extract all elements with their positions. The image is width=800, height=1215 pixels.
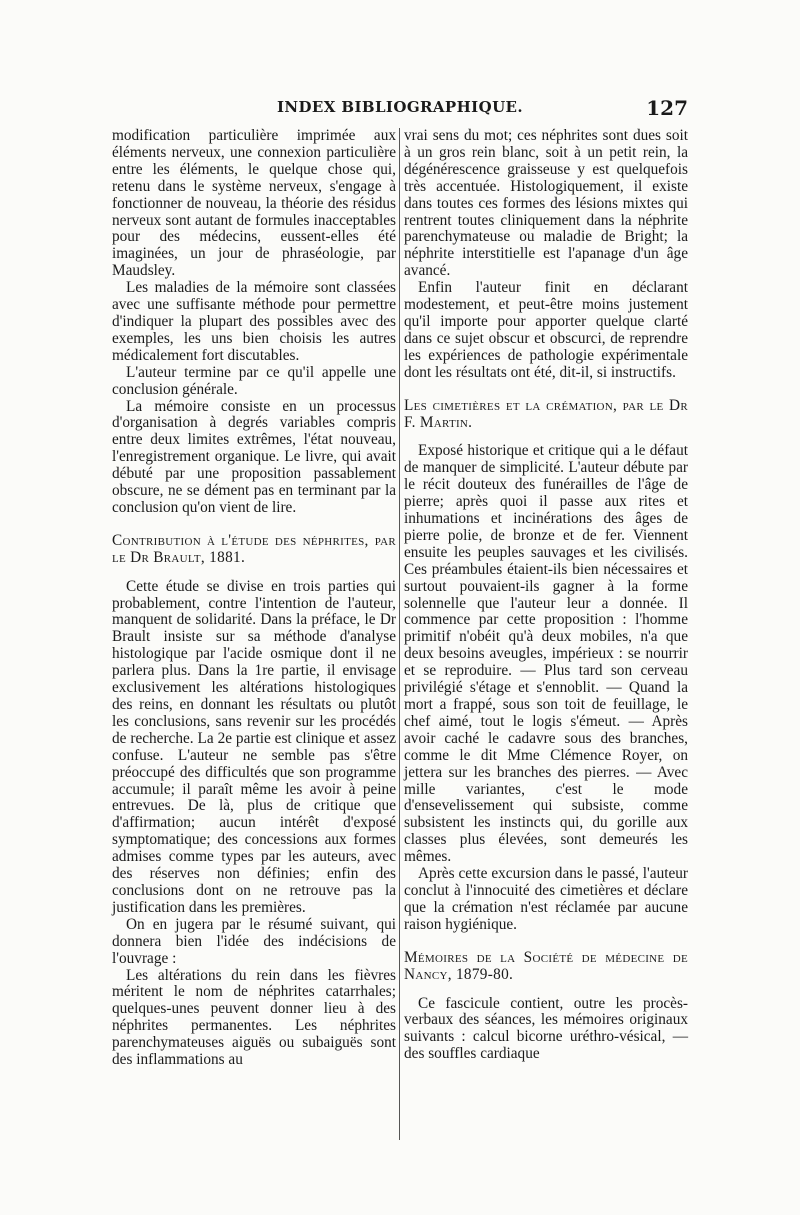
right-paragraph-2: Enfin l'auteur finit en déclarant modestement, et peut-être moins justement qu'il importe pour apporter quelque clarté dans ce sujet obscur et obscurci, de reprendre les expériences de pathologie expérimentale dont les résultats ont été, dit-il, si instructifs.: [404, 279, 688, 381]
spacer: [404, 382, 688, 398]
running-title: INDEX BIBLIOGRAPHIQUE.: [276, 98, 524, 116]
left-paragraph-3: L'auteur termine par ce qu'il appelle une conclusion générale.: [112, 363, 396, 398]
left-paragraph-5: Cette étude se divise en trois parties qui probablement, contre l'intention de l'auteur, manquent de solidarité. Dans la préface, le Dr Brault insiste sur sa méthode d'analyse histologique par l'acide osmique dont il ne parlera plus. Dans la 1re partie, il envisage exclusivement les altérations histologiques des reins, en donnant les résultats ou plutôt les conclusions, sans revenir sur les procédés de recherche. La 2e partie est clinique et assez confuse. L'auteur ne semble pas s'être préoccupé des difficultés que son programme accumule; il paraît même les avoir à peine entrevues. De là, plus de critique que d'affirmation; aucun intérêt d'exposé symptomatique; des concessions aux formes admises comme types par les auteurs, avec des réserves non définies; enfin des conclusions dont on ne retrouve pas la justification dans les premières.: [112, 577, 396, 916]
left-paragraph-4: La mémoire consiste en un processus d'organisation à degrés variables compris entre deux limites extrêmes, l'état nouveau, l'enregistrement organique. Le livre, qui avait débuté par une proposition passablement obscure, ne se dément pas en terminant par la conclusion qu'on vient de lire.: [112, 397, 396, 516]
spacer: [404, 984, 688, 996]
spacer: [112, 567, 396, 579]
page-number: 127: [646, 96, 688, 120]
page-header: [112, 96, 688, 120]
spacer: [112, 517, 396, 533]
left-paragraph-2: Les maladies de la mémoire sont classées avec une suffisante méthode pour permettre d'indiquer la plupart des possibles avec des exemples, les uns bien choisis les autres médicalement fort discutables.: [112, 279, 396, 364]
right-column: [404, 128, 688, 1063]
spacer: [404, 934, 688, 950]
left-paragraph-1: modification particulière imprimée aux éléments nerveux, une connexion particulière entre les éléments, le quelque chose qui, retenu dans le système nerveux, s'engage à fonctionner de nouveau, la théorie des résidus nerveux sont autant de formules inacceptables pour des médecins, eussent-elles été imaginées, un jour de phraséologie, par Maudsley.: [112, 127, 396, 280]
right-paragraph-3: Exposé historique et critique qui a le défaut de manquer de simplicité. L'auteur débute par le récit douteux des funérailles de l'âge de pierre; après quoi il passe aux rites et inhumations et incinérations des âges de pierre polie, de bronze et de fer. Viennent ensuite les peuples sauvages et les civilisés. Ces préambules étaient-ils bien nécessaires et surtout pouvaient-ils gagner à la forme solennelle que l'auteur leur a donnée. Il commence par cette proposition : l'homme primitif n'obéit qu'à deux mobiles, n'a que deux besoins aveugles, impérieux : se nourrir et se reproduire. — Plus tard son cerveau privilégié s'étage et s'ennoblit. — Quand la mort a frappé, sous son toit de feuillage, le chef aimé, tout le logis s'émeut. — Après avoir caché le cadavre sous des branches, comme le dit Mme Clémence Royer, on jettera sur les branches des pierres. — Avec mille variantes, c'est le mode d'ensevelissement qui subsiste, comme subsistent les instincts qui, du gorille aux classes plus élevées, sont demeurés les mêmes.: [404, 442, 688, 866]
right-paragraph-5: Ce fascicule contient, outre les procès-verbaux des séances, les mémoires originaux suivants : calcul bicorne uréthro-vésical, — des souffles cardiaque: [404, 994, 688, 1063]
left-paragraph-7: Les altérations du rein dans les fièvres méritent le nom de néphrites catarrhales; quelques-unes peuvent donner lieu à des néphrites permanentes. Les néphrites parenchymateuses aiguës ou subaiguës sont des inflammations au: [112, 966, 396, 1069]
right-paragraph-1: vrai sens du mot; ces néphrites sont dues soit à un gros rein blanc, soit à un petit rein, la dégénérescence graisseuse y est quelquefois très accentuée. Histologiquement, il existe dans toutes ces formes des lésions mixtes qui rentrent toutes cliniquement dans la néphrite parenchymateuse ou maladie de Bright; la néphrite interstitielle est l'apanage d'un âge avancé.: [404, 127, 688, 280]
left-paragraph-6: On en jugera par le résumé suivant, qui donnera bien l'idée des indécisions de l'ouvrage :: [112, 915, 396, 967]
left-column: [112, 128, 396, 1069]
review-heading-martin: Les cimetières et la crémation, par le Dr F. Martin.: [404, 396, 688, 431]
review-heading-nancy: Mémoires de la Société de médecine de Nancy, 1879-80.: [404, 948, 688, 983]
review-heading-brault: Contribution à l'étude des néphrites, par le Dr Brault, 1881.: [112, 531, 396, 566]
right-paragraph-4: Après cette excursion dans le passé, l'auteur conclut à l'innocuité des cimetières et déclare que la crémation n'est réclamée par aucune raison hygiénique.: [404, 865, 688, 933]
column-divider: [399, 128, 400, 1140]
